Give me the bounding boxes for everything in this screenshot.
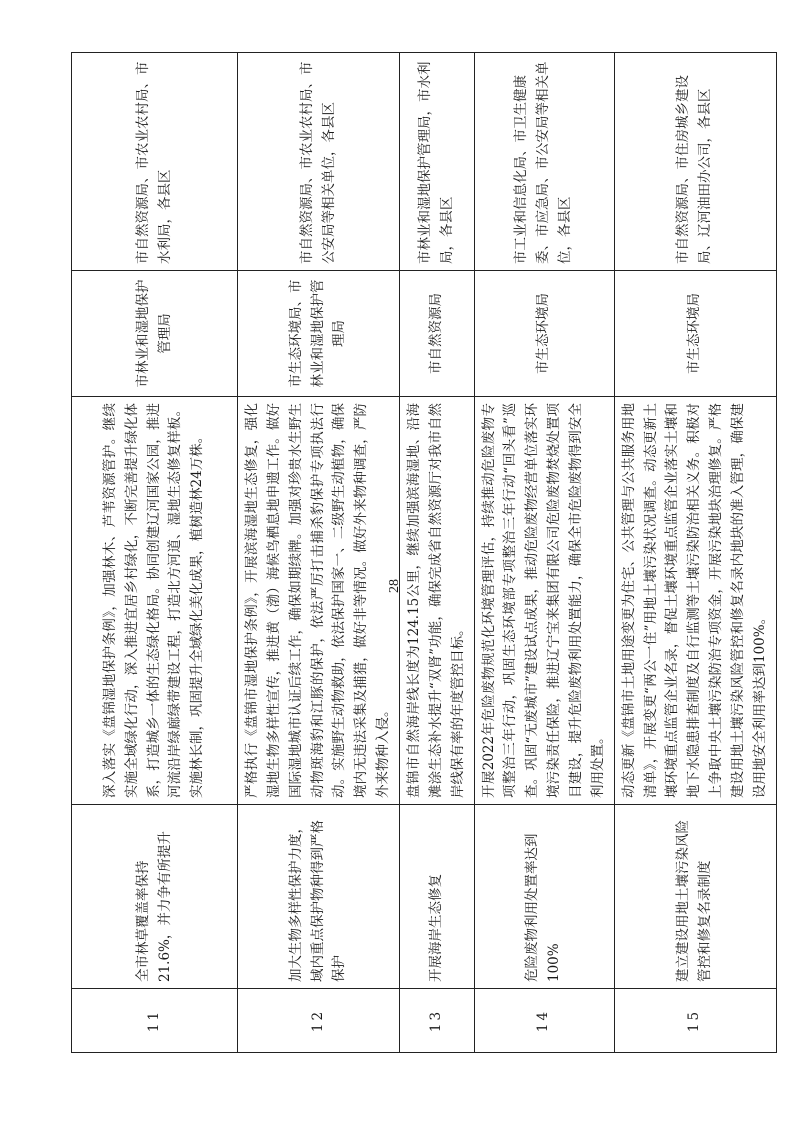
lead-unit-cell: 市林业和湿地保护管理局 — [72, 271, 238, 397]
measure-cell: 严格执行《盘锦市湿地保护条例》，开展滨海湿地生态修复，强化湿地生物多样性宣传，推进黄（渤）海候鸟栖息地申遗工作。做好国际湿地城市认证后续工作，确保如期续牌。加强对珍贵水生野生动物斑海豹和江豚的保护，依法严厉打击捕杀豹保护专项执法行动。实施野生动物救助，依法保护国家一、二级野生动植物，确保境内无违法采集及捕猎，做好非等情况。做好外来物种调查，严防外来物种入侵。 — [238, 397, 400, 805]
lead-unit-cell: 市生态环境局 — [474, 271, 614, 397]
table-row — [474, 53, 614, 1053]
cooperating-units-cell: 市林业和湿地保护管理局，市水利局，各县区 — [400, 53, 475, 271]
row-number: 11 — [72, 989, 238, 1053]
table-row — [614, 53, 776, 1053]
task-cell: 危险废物利用处置率达到100% — [474, 805, 614, 989]
row-number: 15 — [614, 989, 776, 1053]
lead-unit-cell: 市生态环境局、市林业和湿地保护管理局 — [238, 271, 400, 397]
table-row — [400, 53, 475, 1053]
measure-cell: 深入落实《盘锦湿地保护条例》，加强林木、芦苇资源管护。继续实施全域绿化行动，深入推进宜居乡村绿化，不断完善提升绿化体系，打造城乡一体的生态绿化格局。协同创建辽河国家公园，推进河流沿岸绿廊绿带建设工程，打造北方河道、湿地生态修复样板。实施林长制，巩固提升全域绿化美化成果，植树造林24万株。 — [72, 397, 238, 805]
task-cell: 加大生物多样性保护力度，域内重点保护物种得到严格保护 — [238, 805, 400, 989]
lead-unit-cell: 市生态环境局 — [614, 271, 776, 397]
table-row — [72, 53, 238, 1053]
task-cell: 开展海岸生态修复 — [400, 805, 475, 989]
cooperating-units-cell: 市自然资源局、市农业农村局、市水利局，各县区 — [72, 53, 238, 271]
lead-unit-cell: 市自然资源局 — [400, 271, 475, 397]
measure-cell: 动态更新《盘锦市土地用途变更为住宅、公共管理与公共服务用地清单》，开展变更“两公一住”用地土壤污染状况调查。动态更新土壤环境重点监管企业名录，督促土壤环境重点监管企业落实土壤和地下水隐患排查制度及自行监测等土壤污染防治相关义务。积极对上争取中央土壤污染防治专项资金，开展污染地块治理修复。严格建设用地土壤污染风险管控和修复名录内地块的准入管理，确保建设用地安全利用率达到100%。 — [614, 397, 776, 805]
page-number: 28 — [387, 579, 402, 593]
cooperating-units-cell: 市自然资源局、市农业农村局、市公安局等相关单位，各县区 — [238, 53, 400, 271]
rotated-page-content — [71, 53, 768, 1053]
row-number: 12 — [238, 989, 400, 1053]
row-number: 13 — [400, 989, 475, 1053]
cooperating-units-cell: 市工业和信息化局、市卫生健康委、市应急局、市公安局等相关单位，各县区 — [474, 53, 614, 271]
measure-cell: 开展2022年危险废物规范化环境管理评估，持续推动危险废物专项整治三年行动，巩固生态环境部专项整治三年行动“回头看”巡查。巩固“无废城市”建设试点成果，推动危险废物经营单位落实环境污染责任保险，推进辽宁宝来集团有限公司危险废物焚烧处置项目建设，提升危险废物利用处置能力，确保全市危险废物得到安全利用处置。 — [474, 397, 614, 805]
measure-cell: 盘锦市自然海岸线长度为124.15公里，继续加强滨海湿地、沿海滩涂生态补水提升“双肾”功能，确保完成省自然资源厅对我市自然岸线保有率的年度管控目标。 — [400, 397, 475, 805]
row-number: 14 — [474, 989, 614, 1053]
cooperating-units-cell: 市自然资源局、市住房城乡建设局、辽河油田办公司，各县区 — [614, 53, 776, 271]
table-row — [238, 53, 400, 1053]
task-cell: 全市林草覆盖率保持21.6%，并力争有所提升 — [72, 805, 238, 989]
task-table — [71, 52, 777, 1053]
task-cell: 建立建设用地土壤污染风险管控和修复名录制度 — [614, 805, 776, 989]
